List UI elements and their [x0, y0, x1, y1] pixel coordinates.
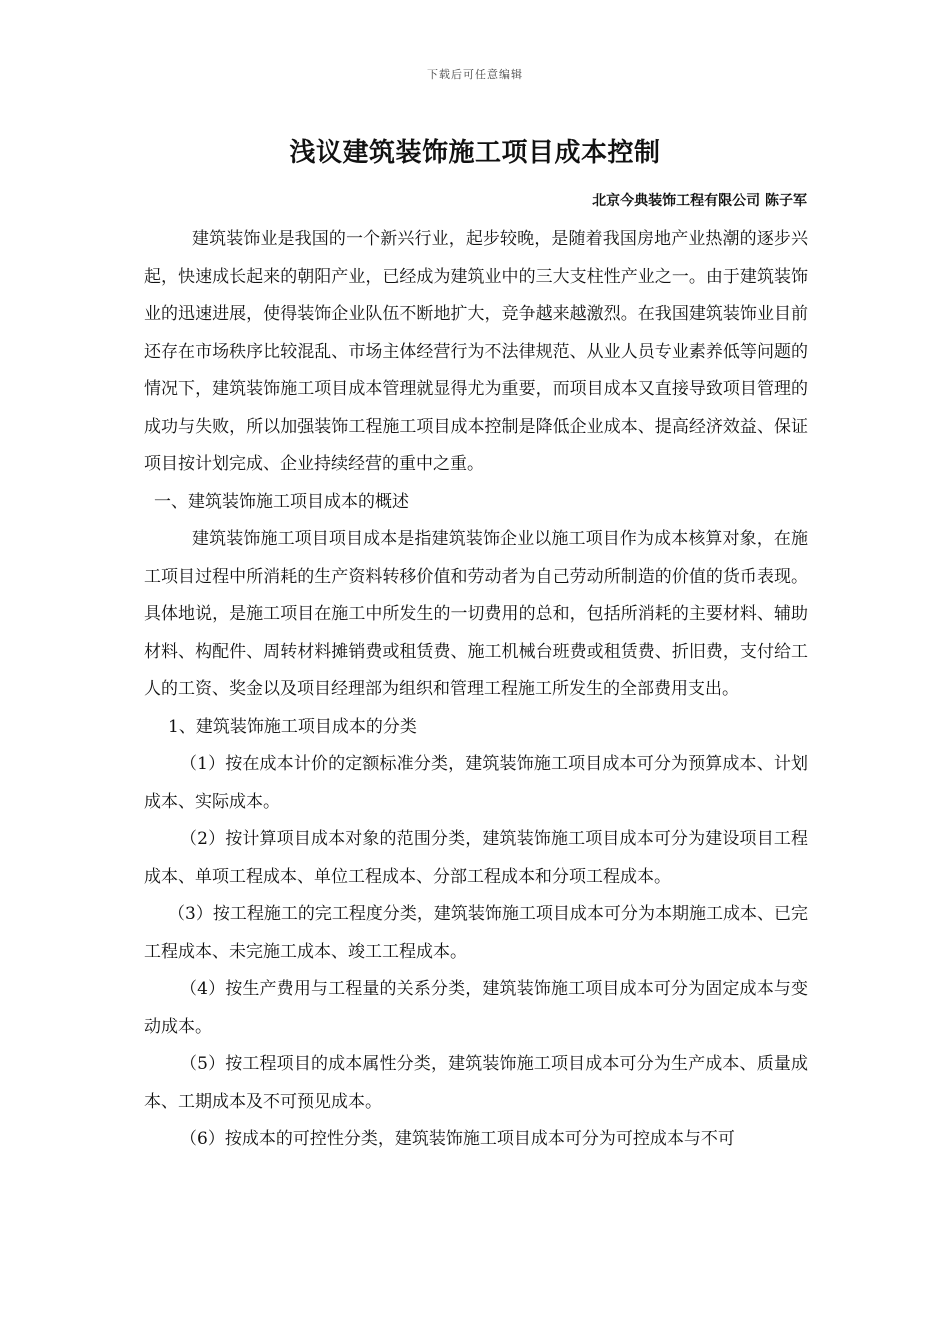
list-item: （3）按工程施工的完工程度分类，建筑装饰施工项目成本可分为本期施工成本、已完工程成本、未完施工成本、竣工工程成本。 [144, 904, 808, 962]
list-item: （2）按计算项目成本对象的范围分类，建筑装饰施工项目成本可分为建设项目工程成本、单项工程成本、单位工程成本、分部工程成本和分项工程成本。 [144, 829, 808, 887]
intro-paragraph: 建筑装饰业是我国的一个新兴行业，起步较晚，是随着我国房地产业热潮的逐步兴起，快速成长起来的朝阳产业，已经成为建筑业中的三大支柱性产业之一。由于建筑装饰业的迅速进展，使得装饰企业队伍不断地扩大，竞争越来越激烈。在我国建筑装饰业目前还存在市场秩序比较混乱、市场主体经营行为不法律规范、从业人员专业素养低等问题的情况下，建筑装饰施工项目成本管理就显得尤为重要，而项目成本又直接导致项目管理的成功与失败，所以加强装饰工程施工项目成本控制是降低企业成本、提高经济效益、保证项目按计划完成、企业持续经营的重中之重。 [144, 229, 808, 474]
subsection-heading: 1、建筑装饰施工项目成本的分类 [168, 716, 417, 737]
section-paragraph: 建筑装饰施工项目项目成本是指建筑装饰企业以施工项目作为成本核算对象，在施工项目过程中所消耗的生产资料转移价值和劳动者为自己劳动所制造的价值的货币表现。具体地说，是施工项目在施工中所发生的一切费用的总和，包括所消耗的主要材料、辅助材料、构配件、周转材料摊销费或租赁费、施工机械台班费或租赁费、折旧费，支付给工人的工资、奖金以及项目经理部为组织和管理工程施工所发生的全部费用支出。 [144, 529, 808, 699]
list-item: （5）按工程项目的成本属性分类，建筑装饰施工项目成本可分为生产成本、质量成本、工期成本及不可预见成本。 [144, 1054, 808, 1112]
section-heading: 一、建筑装饰施工项目成本的概述 [154, 491, 409, 512]
list-item: （4）按生产费用与工程量的关系分类，建筑装饰施工项目成本可分为固定成本与变动成本。 [144, 979, 808, 1037]
list-item: （6）按成本的可控性分类，建筑装饰施工项目成本可分为可控成本与不可 [180, 1129, 735, 1149]
list-item: （1）按在成本计价的定额标准分类，建筑装饰施工项目成本可分为预算成本、计划成本、实际成本。 [144, 754, 808, 812]
document-title: 浅议建筑装饰施工项目成本控制 [289, 138, 661, 168]
author-line: 北京今典装饰工程有限公司 陈子军 [592, 193, 807, 209]
header-note: 下载后可任意编辑 [427, 68, 523, 81]
document-body [144, 221, 808, 1159]
